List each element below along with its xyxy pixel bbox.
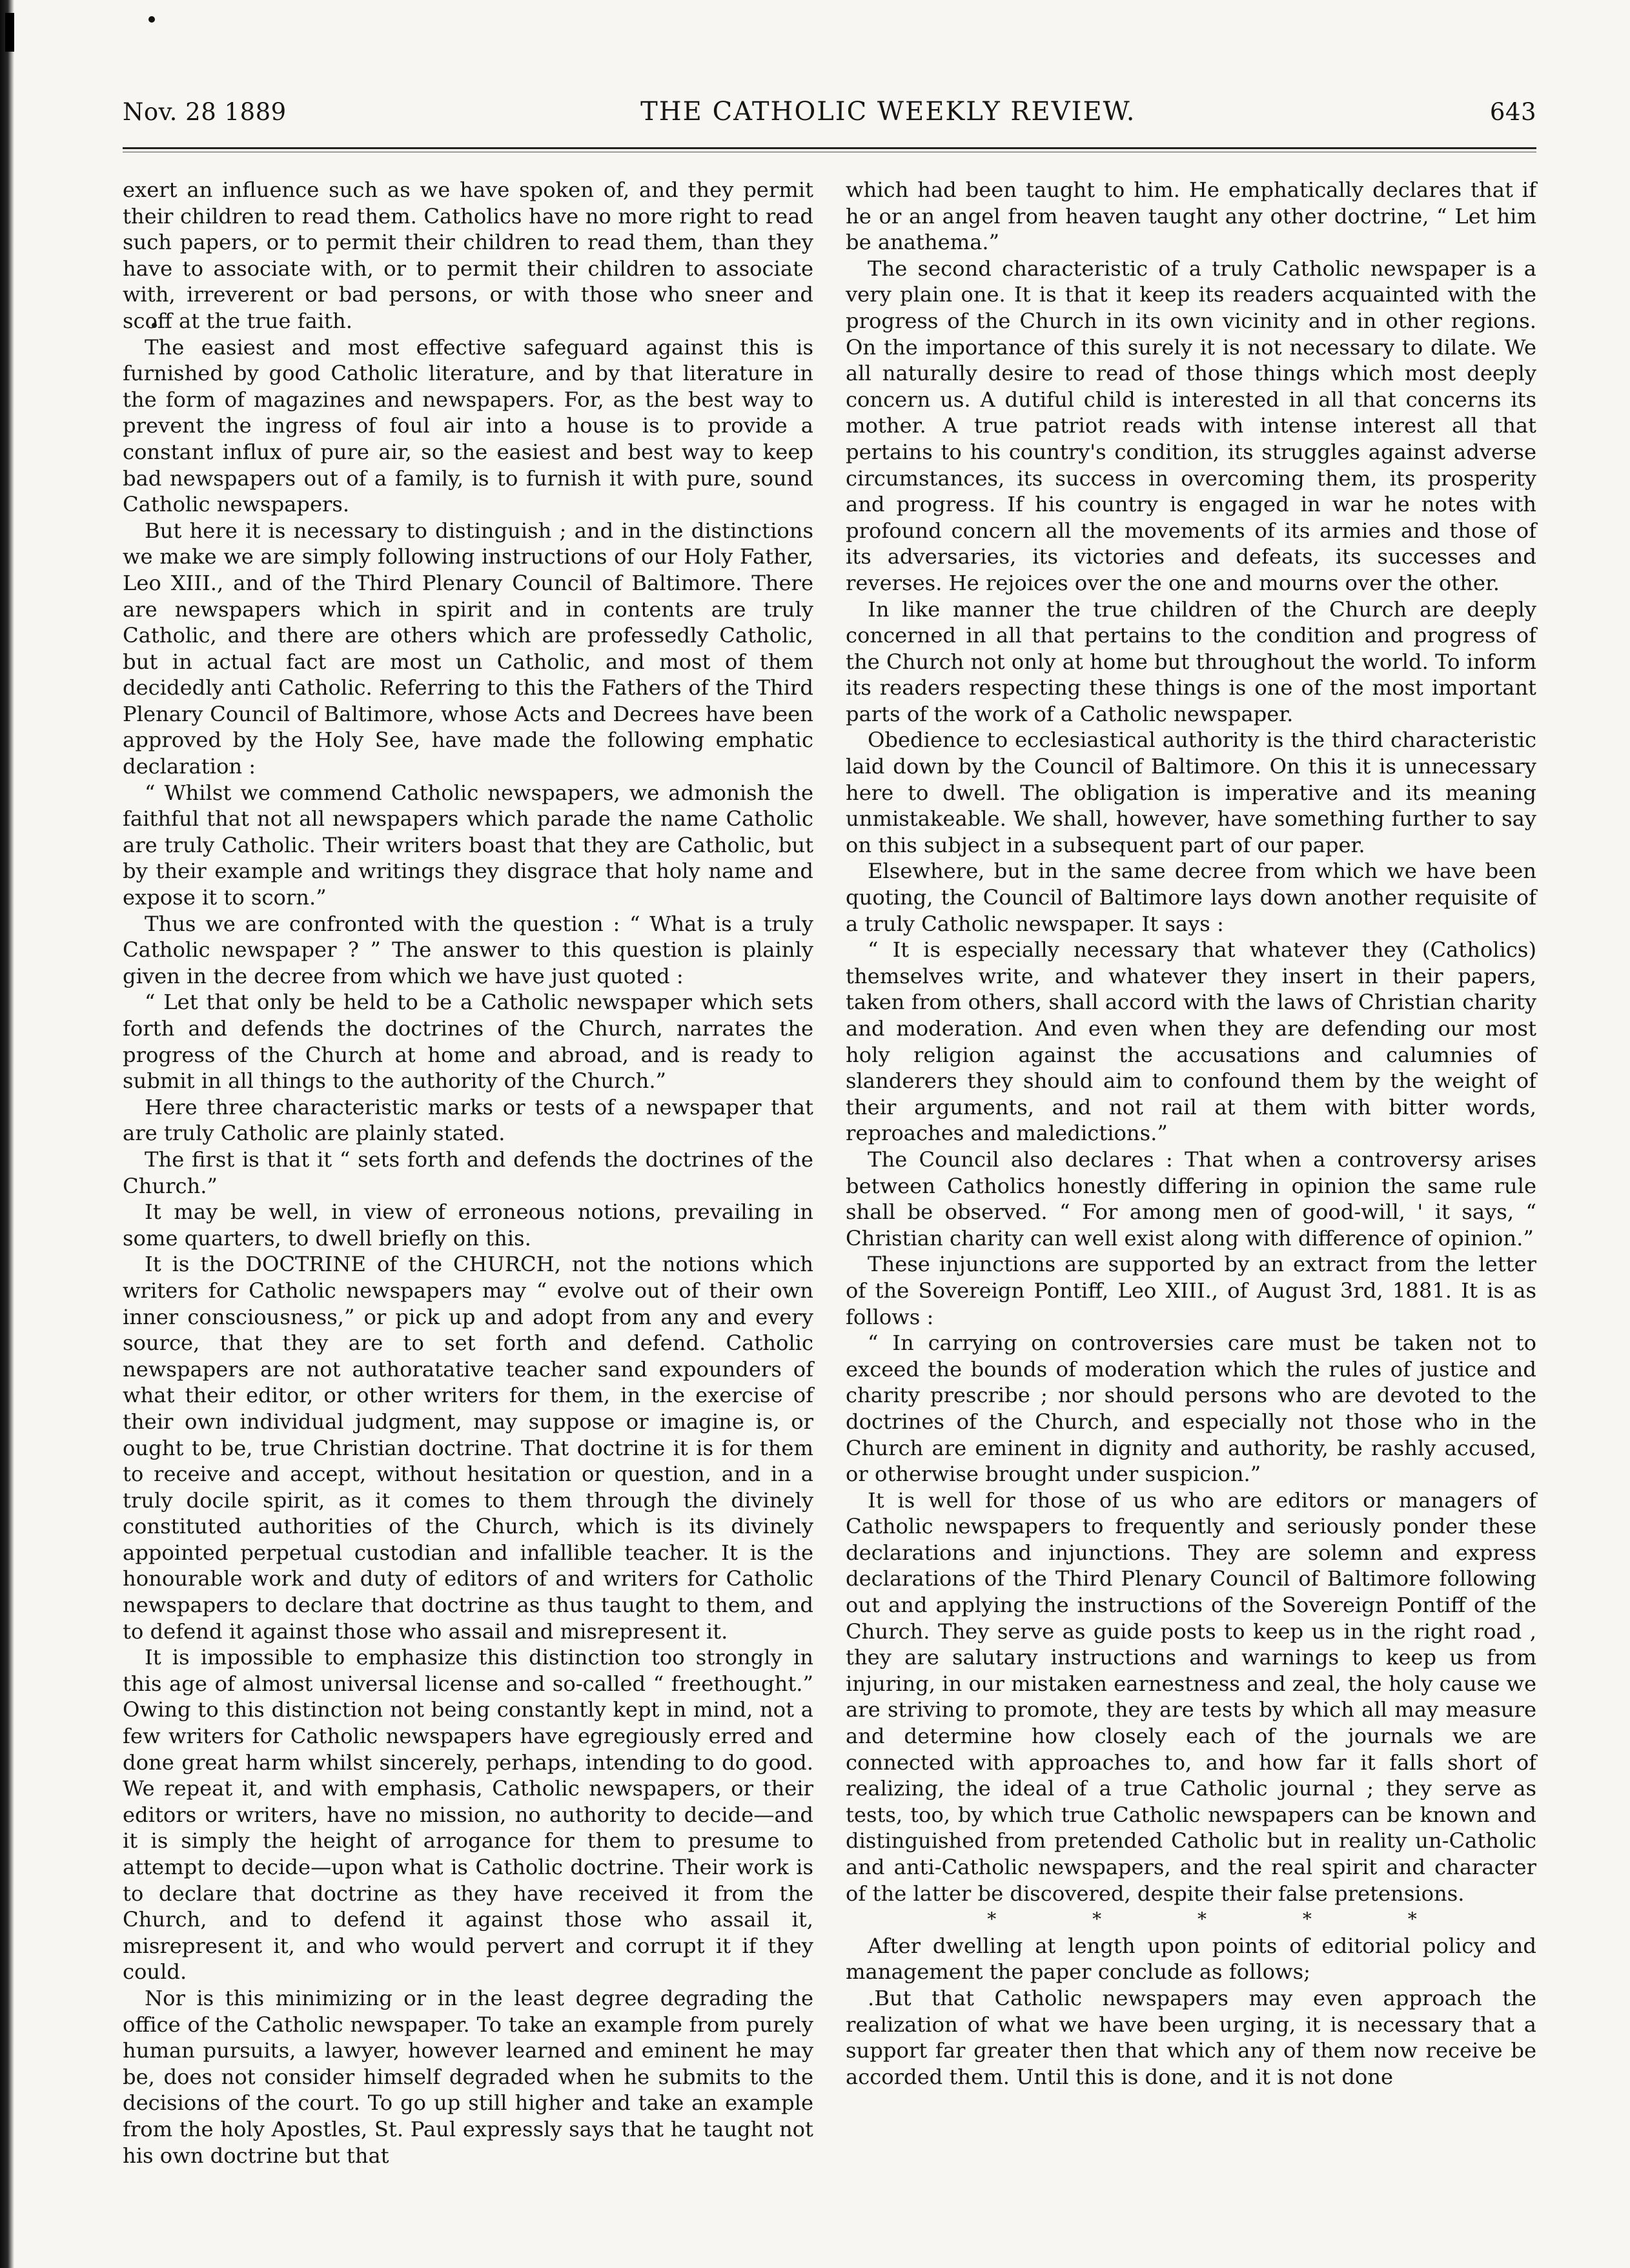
- paragraph: It is well for those of us who are editors or managers of Catholic newspapers to frequently and seriously ponder these declarations and injunctions. They are solemn and express declarations of the Third Plenary Council of Baltimore following out and applying the instructions of the Sovereign Pontiff of the Church. They serve as guide posts to keep us in the right road , they are salutary instructions and warnings to keep us from injuring, in our mistaken earnestness and zeal, the holy cause we are striving to promote, they are tests by which all may measure and determine how closely each of the journals we are connected with approaches to, and how far it falls short of realizing, the ideal of a true Catholic journal ; they serve as tests, too, by which true Catholic newspapers can be known and distinguished from pretended Catholic but in reality un-Catholic and anti-Catholic newspapers, and the real spirit and character of the latter be discovered, despite their false pretensions.: [846, 1487, 1536, 1906]
- paragraph: The easiest and most effective safeguard against this is furnished by good Catholic literature, and by that literature in the form of magazines and newspapers. For, as the best way to prevent the ingress of foul air into a house is to provide a constant influx of pure air, so the easiest and best way to keep bad newspapers out of a family, is to furnish it with pure, sound Catholic newspapers.: [123, 334, 813, 517]
- right-column: [846, 177, 1536, 2169]
- publication-title: THE CATHOLIC WEEKLY REVIEW.: [640, 97, 1136, 127]
- paragraph: After dwelling at length upon points of editorial policy and management the paper conclude as follows;: [846, 1933, 1536, 1985]
- paragraph: Obedience to ecclesiastical authority is the third characteristic laid down by the Council of Baltimore. On this it is unnecessary here to dwell. The obligation is imperative and its meaning unmistakeable. We shall, however, have something further to say on this subject in a subsequent part of our paper.: [846, 728, 1536, 857]
- paragraph: “ In carrying on controversies care must be taken not to exceed the bounds of moderation which the rules of justice and charity prescribe ; nor should persons who are devoted to the doctrines of the Church, and especially not those who in the Church are eminent in dignity and authority, be rashly accused, or otherwise brought under suspicion.”: [846, 1331, 1536, 1487]
- paragraph: Elsewhere, but in the same decree from which we have been quoting, the Council of Baltimore lays down another requisite of a truly Catholic newspaper. It says :: [846, 859, 1536, 936]
- paragraph: These injunctions are supported by an extract from the letter of the Sovereign Pontiff, Leo XIII., of August 3rd, 1881. It is as follows :: [846, 1252, 1536, 1329]
- issue-date: Nov. 28 1889: [123, 98, 287, 126]
- paragraph: Here three characteristic marks or tests of a newspaper that are truly Catholic are plainly stated.: [123, 1094, 813, 1146]
- paragraph: It is impossible to emphasize this distinction too strongly in this age of almost universal license and so-called “ freethought.” Owing to this distinction not being constantly kept in mind, not a few writers for Catholic newspapers have egregiously erred and done great harm whilst sincerely, perhaps, intending to do good. We repeat it, and with emphasis, Catholic newspapers, or their editors or writers, have no mission, no authority to decide—and it is simply the height of arrogance for them to presume to attempt to decide—upon what is Catholic doctrine. Their work is to declare that doctrine as they have received it from the Church, and to defend it against those who assail it, misrepresent it, and who would pervert and corrupt it if they could.: [123, 1645, 813, 1985]
- paragraph: The first is that it “ sets forth and defends the doctrines of the Church.”: [123, 1147, 813, 1198]
- header-rule: [123, 147, 1536, 149]
- paragraph: which had been taught to him. He emphatically declares that if he or an angel from heaven taught any other doctrine, “ Let him be anathema.”: [846, 178, 1536, 255]
- ink-speck: [148, 16, 155, 23]
- newspaper-page: [123, 97, 1536, 2227]
- paragraph: The second characteristic of a truly Catholic newspaper is a very plain one. It is that it keep its readers acquainted with the progress of the Church in its own vicinity and in other regions. On the importance of this surely it is not necessary to dilate. We all naturally desire to read of those things which most deeply concern us. A dutiful child is interested in all that concerns its mother. A true patriot reads with intense interest all that pertains to his country's condition, its struggles against adverse circumstances, its success in overcoming them, its prosperity and progress. If his country is engaged in war he notes with profound concern all the movements of its armies and those of its adversaries, its victories and defeats, its successes and reverses. He rejoices over the one and mourns over the other.: [846, 256, 1536, 595]
- paragraph: It is the DOCTRINE of the CHURCH, not the notions which writers for Catholic newspapers may “ evolve out of their own inner consciousness,” or pick up and adopt from any and every source, that they are to set forth and defend. Catholic newspapers are not authoratative teacher sand expounders of what their editor, or other writers for them, in the exercise of their own individual judgment, may suppose or imagine is, or ought to be, true Christian doctrine. That doctrine it is for them to receive and accept, without hesitation or question, and in a truly docile spirit, as it comes to them through the divinely constituted authorities of the Church, which is its divinely appointed perpetual custodian and infallible teacher. It is the honourable work and duty of editors of and writers for Catholic newspapers to declare that doctrine as thus taught to them, and to defend it against those who assail and misrepresent it.: [123, 1252, 813, 1644]
- paragraph: In like manner the true children of the Church are deeply concerned in all that pertains to the condition and progress of the Church not only at home but throughout the world. To inform its readers respecting these things is one of the most important parts of the work of a Catholic newspaper.: [846, 597, 1536, 726]
- article-columns: [123, 177, 1536, 2169]
- binding-edge: [0, 0, 14, 2268]
- paragraph: exert an influence such as we have spoken of, and they permit their children to read them. Catholics have no more right to read such papers, or to permit their children to read them, than they have to associate with, or to permit their children to associate with, irreverent or bad persons, or with those who sneer and scoff at the true faith.: [123, 178, 813, 333]
- paragraph: “ It is especially necessary that whatever they (Catholics) themselves write, and whatever they insert in their papers, taken from others, shall accord with the laws of Christian charity and moderation. And even when they are defending our most holy religion against the accusations and calumnies of slanderers they should aim to confound them by the weight of their arguments, and not rail at them with bitter words, reproaches and maledictions.”: [846, 937, 1536, 1146]
- paragraph: Nor is this minimizing or in the least degree degrading the office of the Catholic newspaper. To take an example from purely human pursuits, a lawyer, however learned and eminent he may be, does not consider himself degraded when he submits to the decisions of the court. To go up still higher and take an example from the holy Apostles, St. Paul expressly says that he taught not his own doctrine but that: [123, 1985, 813, 2168]
- paragraph: The Council also declares : That when a controversy arises between Catholics honestly differing in opinion the same rule shall be observed. “ For among men of good-will, ' it says, “ Christian charity can well exist along with difference of opinion.”: [846, 1147, 1536, 1251]
- page-number: 643: [1489, 98, 1536, 126]
- paragraph: It may be well, in view of erroneous notions, prevailing in some quarters, to dwell briefly on this.: [123, 1200, 813, 1251]
- paragraph: .But that Catholic newspapers may even approach the realization of what we have been urging, it is necessary that a support far greater then that which any of them now receive be accorded them. Until this is done, and it is not done: [846, 1985, 1536, 2089]
- left-column: [123, 177, 813, 2169]
- binding-notch: [5, 13, 14, 52]
- paragraph: Thus we are confronted with the question : “ What is a truly Catholic newspaper ? ” The answer to this question is plainly given in the decree from which we have just quoted :: [123, 911, 813, 988]
- paragraph: “ Whilst we commend Catholic newspapers, we admonish the faithful that not all newspapers which parade the name Catholic are truly Catholic. Their writers boast that they are Catholic, but by their example and writings they disgrace that holy name and expose it to scorn.”: [123, 780, 813, 910]
- paragraph: “ Let that only be held to be a Catholic newspaper which sets forth and defends the doctrines of the Church, narrates the progress of the Church at home and abroad, and is ready to submit in all things to the authority of the Church.”: [123, 990, 813, 1094]
- paragraph: But here it is necessary to distinguish ; and in the distinctions we make we are simply following instructions of our Holy Father, Leo XIII., and of the Third Plenary Council of Baltimore. There are newspapers which in spirit and in contents are truly Catholic, and there are others which are professedly Catholic, but in actual fact are most un Catholic, and most of them decidedly anti Catholic. Referring to this the Fathers of the Third Plenary Council of Baltimore, whose Acts and Decrees have been approved by the Holy See, have made the following emphatic declaration :: [123, 518, 813, 779]
- page-header: [123, 97, 1536, 142]
- section-break-stars: * * * * *: [987, 1908, 1417, 1930]
